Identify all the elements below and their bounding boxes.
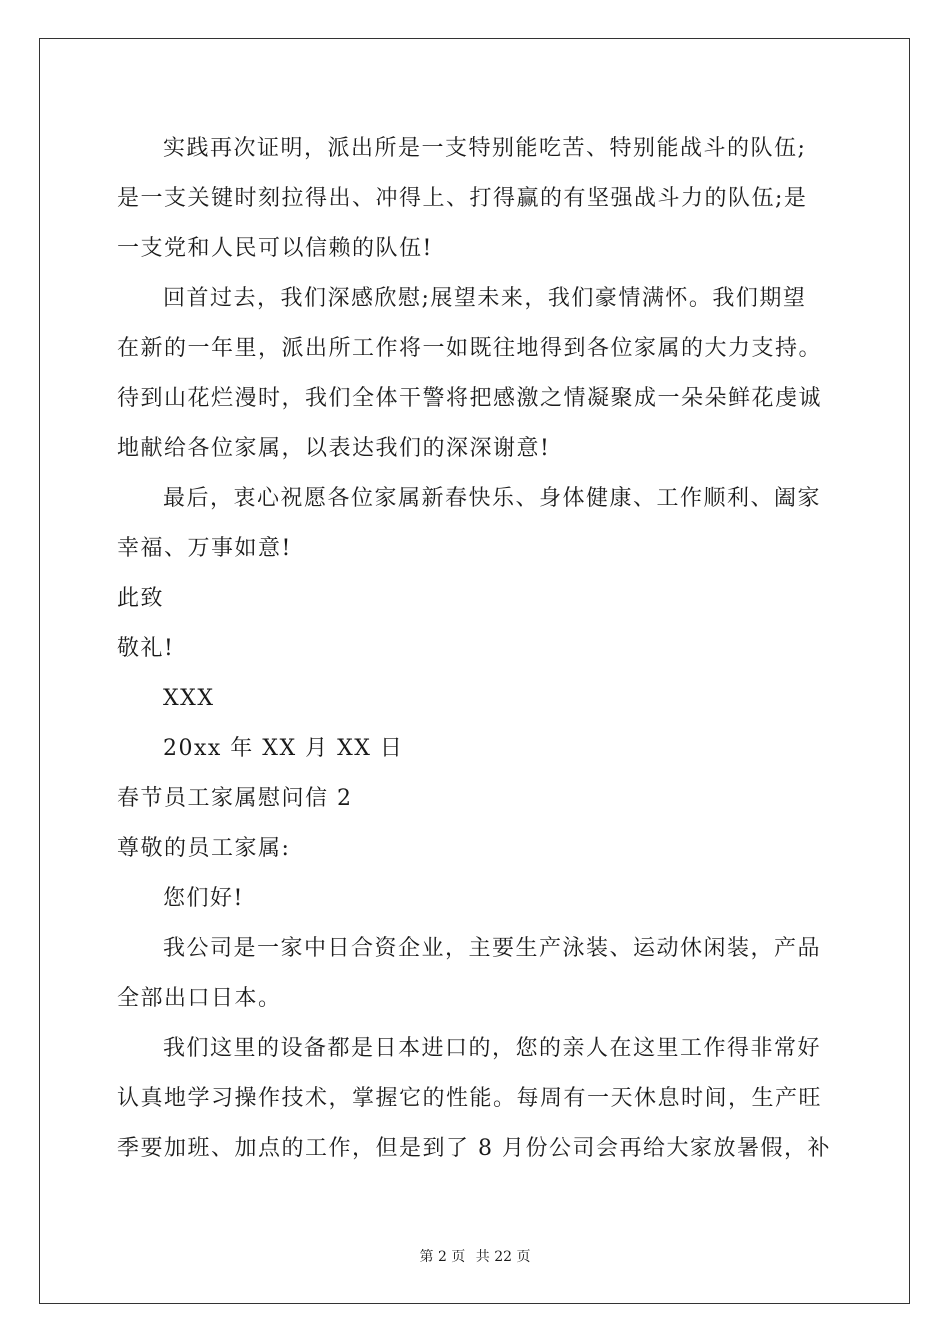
text-line: 回首过去，我们深感欣慰;展望未来，我们豪情满怀。我们期望 [163,286,807,311]
page-number-total: 共 22 页 [475,1249,531,1265]
text-line: 敬礼! [117,636,175,661]
text-line: 20xx 年 XX 月 XX 日 [163,736,404,761]
document-body [117,124,837,1174]
text-line: 春节员工家属慰问信 2 [117,786,353,811]
page-number-current: 第 2 页 [419,1249,466,1265]
page-footer [0,1246,950,1266]
text-line: 是一支关键时刻拉得出、冲得上、打得赢的有坚强战斗力的队伍;是 [117,186,808,211]
text-line: 认真地学习操作技术，掌握它的性能。每周有一天休息时间，生产旺 [117,1086,823,1111]
text-line: 一支党和人民可以信赖的队伍! [117,236,433,261]
text-line: 实践再次证明，派出所是一支特别能吃苦、特别能战斗的队伍; [163,136,807,161]
text-line: 尊敬的员工家属: [117,836,291,861]
text-line: 我公司是一家中日合资企业，主要生产泳装、运动休闲装，产品 [163,936,822,961]
text-line: 我们这里的设备都是日本进口的，您的亲人在这里工作得非常好 [163,1036,822,1061]
text-line: 最后，衷心祝愿各位家属新春快乐、身体健康、工作顺利、阖家 [163,486,822,511]
text-line: 幸福、万事如意! [117,536,292,561]
text-line: 您们好! [163,886,244,911]
text-line: 待到山花烂漫时，我们全体干警将把感激之情凝聚成一朵朵鲜花虔诚 [117,386,823,411]
text-line: 此致 [117,586,165,611]
text-line: 在新的一年里，派出所工作将一如既往地得到各位家属的大力支持。 [117,336,823,361]
text-line: 地献给各位家属，以表达我们的深深谢意! [117,436,551,461]
text-line: 季要加班、加点的工作，但是到了 8 月份公司会再给大家放暑假，补 [117,1136,831,1161]
text-line: 全部出口日本。 [117,986,282,1011]
text-line: XXX [163,686,215,711]
